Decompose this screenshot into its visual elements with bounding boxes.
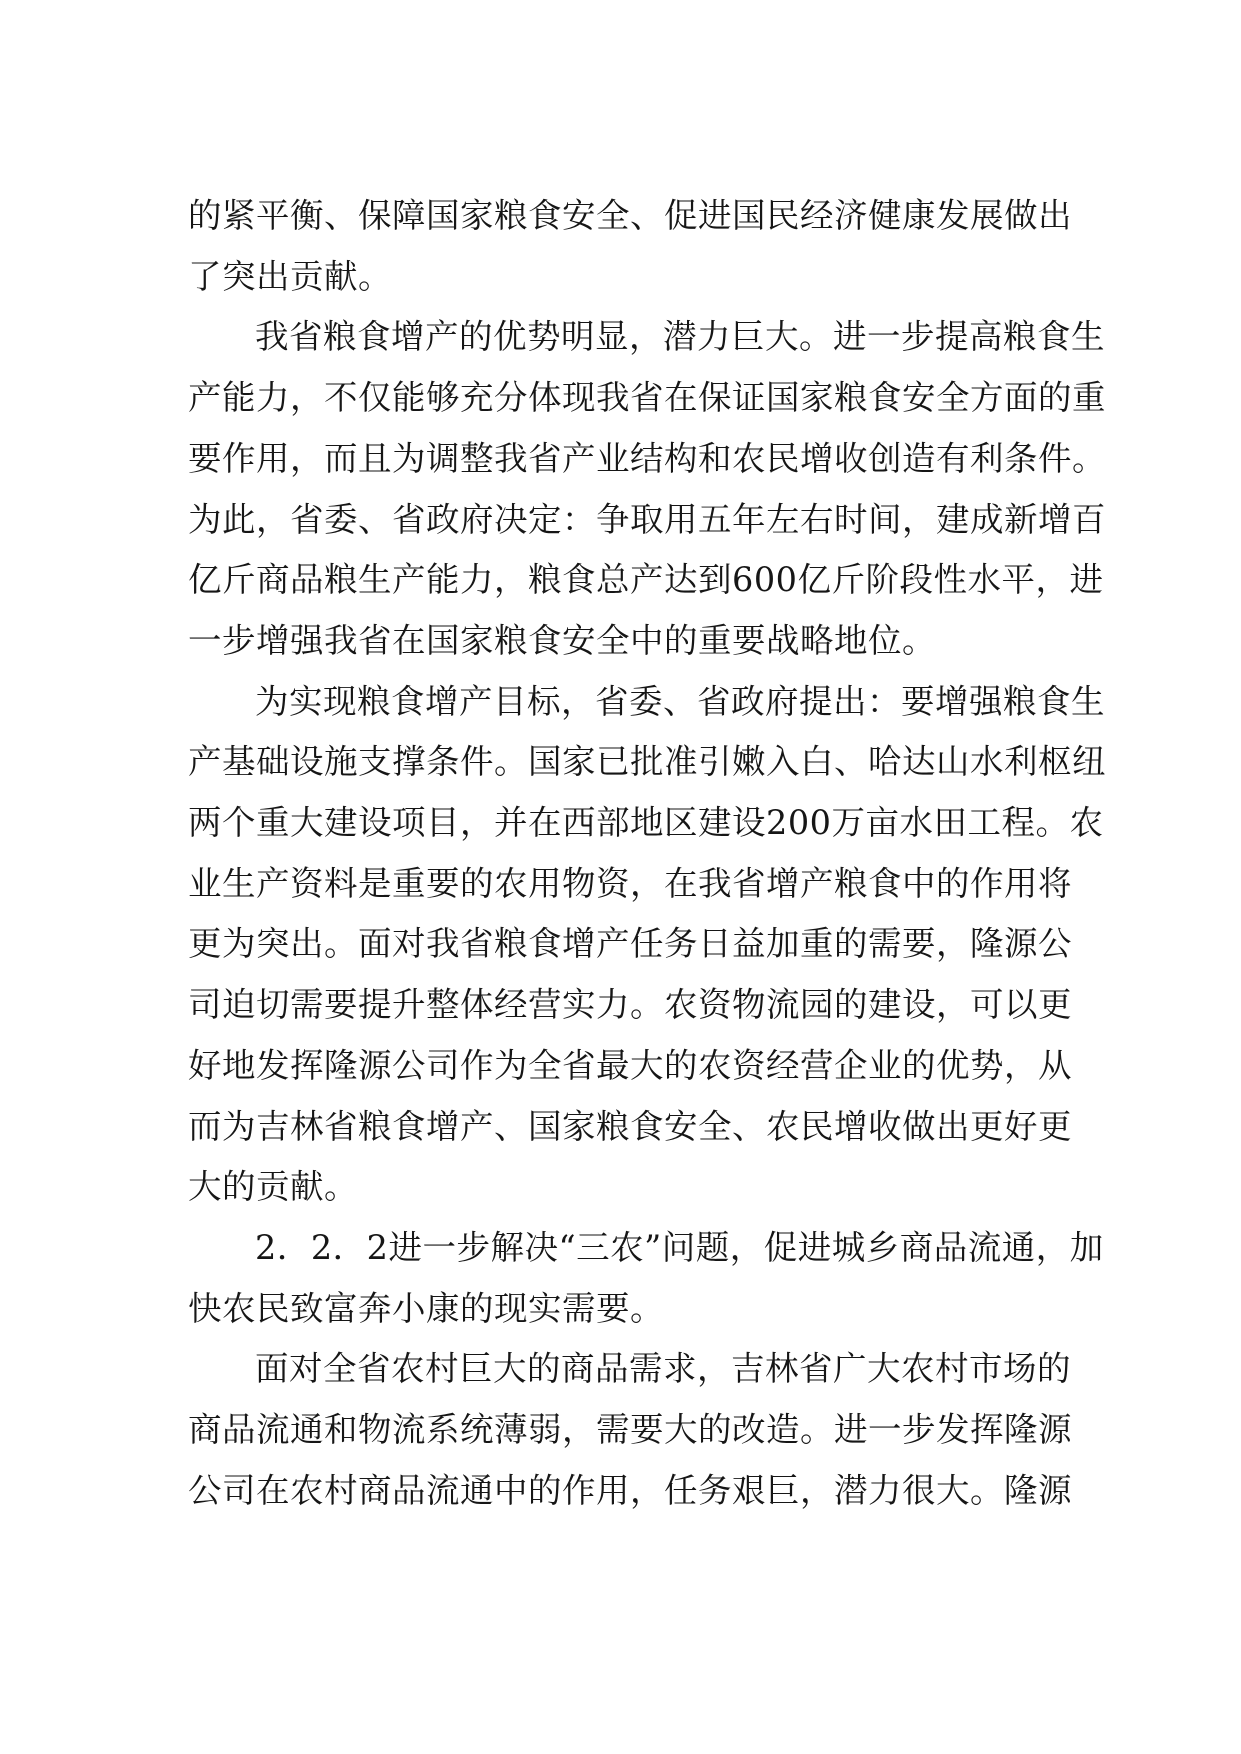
- text-line: 我省粮食增产的优势明显，潜力巨大。进一步提高粮食生: [255, 317, 1105, 357]
- text-line: 为实现粮食增产目标，省委、省政府提出：要增强粮食生: [255, 681, 1105, 721]
- text-line: 亿斤商品粮生产能力，粮食总产达到600亿斤阶段性水平，进: [188, 560, 1104, 600]
- text-line: 产能力，不仅能够充分体现我省在保证国家粮食安全方面的重: [188, 378, 1106, 418]
- document-body: [188, 186, 1106, 1521]
- text-line: 快农民致富奔小康的现实需要。: [188, 1288, 664, 1328]
- paragraph-continuation: [188, 186, 1093, 307]
- text-line: 公司在农村商品流通中的作用，任务艰巨，潜力很大。隆源: [188, 1470, 1072, 1510]
- text-line: 一步增强我省在国家粮食安全中的重要战略地位。: [188, 620, 936, 660]
- text-line: 的紧平衡、保障国家粮食安全、促进国民经济健康发展做出: [188, 196, 1072, 235]
- paragraph-grain-target: [188, 672, 1106, 1218]
- text-line: 好地发挥隆源公司作为全省最大的农资经营企业的优势，从: [188, 1045, 1072, 1085]
- text-line: 司迫切需要提升整体经营实力。农资物流园的建设，可以更: [188, 985, 1072, 1025]
- paragraph-grain-advantage: [188, 307, 1106, 671]
- text-line: 大的贡献。: [188, 1167, 358, 1207]
- section-heading-2-2-2: [188, 1218, 1104, 1339]
- text-line: 面对全省农村巨大的商品需求，吉林省广大农村市场的: [255, 1349, 1071, 1389]
- text-line: 两个重大建设项目，并在西部地区建设200万亩水田工程。农: [188, 803, 1104, 843]
- text-line: 而为吉林省粮食增产、国家粮食安全、农民增收做出更好更: [188, 1106, 1072, 1146]
- text-line: 了突出贡献。: [188, 256, 392, 296]
- text-line: 要作用，而且为调整我省产业结构和农民增收创造有利条件。: [188, 438, 1106, 478]
- paragraph-rural-market: [188, 1339, 1093, 1521]
- text-line: 商品流通和物流系统薄弱，需要大的改造。进一步发挥隆源: [188, 1410, 1072, 1450]
- text-line: 更为突出。面对我省粮食增产任务日益加重的需要，隆源公: [188, 924, 1072, 964]
- text-line: 产基础设施支撑条件。国家已批准引嫩入白、哈达山水利枢纽: [188, 742, 1106, 782]
- text-line: 2．2．2进一步解决“三农”问题，促进城乡商品流通，加: [255, 1227, 1104, 1267]
- text-line: 业生产资料是重要的农用物资，在我省增产粮食中的作用将: [188, 863, 1072, 903]
- text-line: 为此，省委、省政府决定：争取用五年左右时间，建成新增百: [188, 499, 1106, 539]
